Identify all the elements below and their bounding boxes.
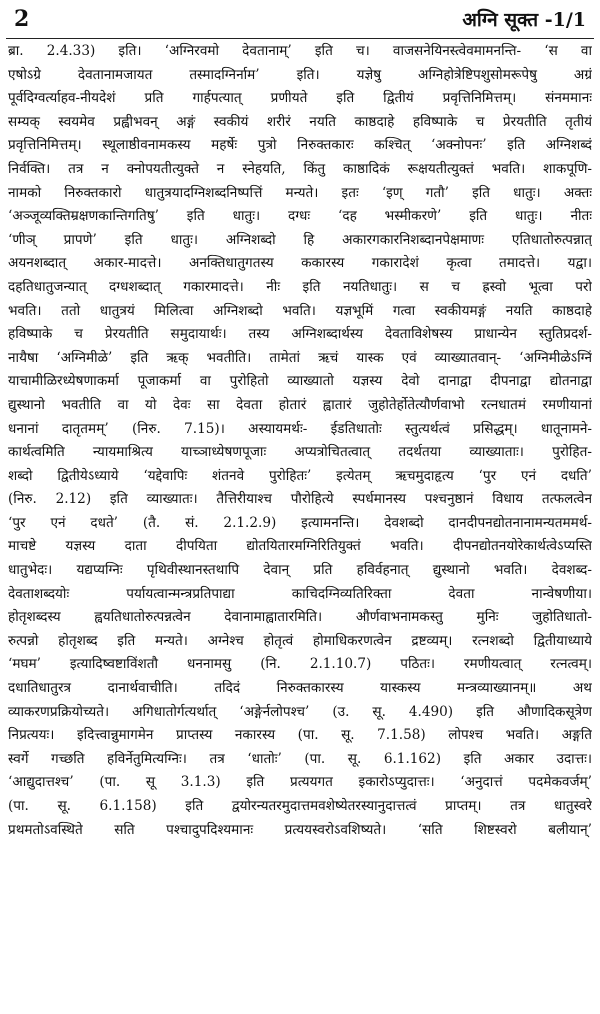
text-line: ‘पुर एनं दधते’ (तै. सं. 2.1.2.9) इत्यामनन्ति। देवशब्दो दानदीपनद्योतनानामन्यतममर्थ- (8, 514, 592, 531)
text-line: प्रथमतोऽवस्थिते सति पश्चादुपदिश्यमानः प्रत्ययस्वरोऽवशिष्यते। ‘सति शिष्टस्वरो बलीयान्’ (8, 821, 592, 838)
text-line: निप्रत्ययः। इदित्त्वान्नुमागमेन प्राप्तस्य नकारस्य (पा. सू. 7.1.58) लोपश्च भवति। अङ्गति (8, 727, 592, 744)
text-line: कार्थत्वमिति न्यायमाश्रित्य याच्ञाध्येषणपूजाः अप्यत्रोचितत्वात् तदर्थतया व्याख्याताः। पुरोहित- (8, 444, 592, 461)
running-head: अग्नि सूक्त -1/1 (462, 9, 586, 31)
text-line: व्याकरणप्रक्रियोच्यते। अगिधातोर्गत्यर्थात् ‘अङ्गेर्नलोपश्च’ (उ. सू. 4.490) इति औणादिकसूत्रेण (8, 703, 592, 720)
text-line: शब्दो द्वितीयेऽध्याये ‘यद्देवापिः शंतनवे पुरोहितः’ इत्येतम् ऋचमुदाहृत्य ‘पुर एनं दधति’ (8, 467, 592, 484)
text-line: हविष्पाके च प्रेरयतीति समुदायार्थः। तस्य अग्निशब्दार्थस्य देवताविशेषस्य प्राधान्येन स्तुतिप्रदर्श- (8, 326, 592, 343)
text-line: दहतिधातुजन्यात् दग्धशब्दात् गकारमादत्ते। नीः इति नयतिधातुः। स च ह्रस्वो भूत्वा परो (8, 278, 592, 295)
text-line: दधातिधातुरत्र दानार्थवाचीति। तदिदं निरुक्तकारस्य यास्कस्य मन्त्रव्याख्यानम्॥ अथ (8, 680, 592, 697)
text-line: प्रवृत्तिनिमित्तम्। स्थूलाष्ठीवनामकस्य महर्षेः पुत्रो निरुक्तकारः कश्चित् ‘अक्नोपनः’ इति अग्निशब्दं (8, 137, 592, 154)
text-line: एषोऽग्रे देवतानामजायत तस्मादग्निर्नाम’ इति। यज्ञेषु अग्निहोत्रेष्टिपशुसोमरूपेषु अग्रं (8, 66, 592, 83)
text-line: धनानां दातृतमम्’ (निरु. 7.15)। अस्यायमर्थः- ईडतिधातोः स्तुत्यर्थत्वं प्रसिद्धम्। धातूनामने- (8, 420, 592, 437)
text-line: पूर्वदिग्वर्त्याहव-नीयदेशं प्रति गार्हपत्यात् प्रणीयते इति द्वितीयं प्रवृत्तिनिमित्तम्। संनममानः (8, 90, 592, 107)
text-line: भवति। ततो धातुत्रयं मिलित्वा अग्निशब्दो भवति। यज्ञभूमिं गत्वा स्वकीयमङ्गं नयति काष्ठदाहे (8, 302, 592, 319)
text-line: याचामीळिरध्येषणाकर्मा पूजाकर्मा वा पुरोहितो व्याख्यातो यज्ञस्य देवो दानाद्वा दीपनाद्वा द्योतनाद्वा (8, 373, 592, 390)
text-line: ‘णीञ् प्रापणे’ इति धातुः। अग्निशब्दो हि अकारगकारनिशब्दानपेक्षमाणः एतिधातोरुत्पन्नात् (8, 231, 592, 248)
text-line: ‘मघम’ इत्यादिष्वष्टाविंशतौ धननामसु (नि. 2.1.10.7) पठितः। रमणीयत्वात् रत्नत्वम्। (8, 656, 592, 673)
text-line: (निरु. 2.12) इति व्याख्यातः। तैत्तिरीयाश्च पौरोहित्ये स्पर्धमानस्य पश्चनुष्ठानं विधाय तत्फलत्वेन (8, 491, 592, 508)
page-number: 2 (14, 6, 30, 32)
text-line: नायैषा ‘अग्निमीळे’ इति ऋक् भवतीति। तामेतां ऋचं यास्क एवं व्याख्यातवान्- ‘अग्निमीळेऽग्निं (8, 349, 592, 366)
text-line: ‘अञ्जूव्यक्तिम्रक्षणकान्तिगतिषु’ इति धातुः। दग्धः ‘दह भस्मीकरणे’ इति धातुः। नीतः (8, 208, 592, 225)
text-line: धातुभेदः। यद्यप्यग्निः पृथिवीस्थानस्तथापि देवान् प्रति हविर्वहनात् द्युस्थानो भवति। देवशब्द- (8, 562, 592, 579)
text-line: माचष्टे यज्ञस्य दाता दीपयिता द्योतयितारमग्निरितियुक्तं भवति। दीपनद्योतनयोरेकार्थत्वेऽप्यस्ति (8, 538, 592, 555)
text-line: होतृशब्दस्य ह्वयतिधातोरुत्पन्नत्वेन देवानामाह्वातारमिति। और्णवाभनामकस्तु मुनिः जुहोतिधातो- (8, 609, 592, 626)
text-line: नामको निरुक्तकारो धातुत्रयादग्निशब्दनिष्पत्तिं मन्यते। इतः ‘इण् गतौ’ इति धातुः। अक्तः (8, 184, 592, 201)
text-line: निर्वक्ति। तत्र न क्नोपयतीत्युक्ते न स्नेहयति, किंतु काष्ठादिकं रूक्षयतीत्युक्तं भवति। शाकपूणि- (8, 160, 592, 177)
text-line: सम्यक् स्वयमेव प्रह्वीभवन् अङ्गं स्वकीयं शरीरं नयति काष्ठदाहे हविष्पाके च प्रेरयतीति तृतीयं (8, 113, 592, 130)
text-line: (पा. सू. 6.1.158) इति द्वयोरन्यतरमुदात्तमवशेष्येतरस्यानुदात्तत्वं प्राप्तम्। तत्र धातुस्वरे (8, 798, 592, 814)
text-line: ‘आद्युदात्तश्च’ (पा. सू 3.1.3) इति प्रत्ययगत इकारोऽप्युदात्तः। ‘अनुदात्तं पदमेकवर्जम्’ (8, 774, 592, 791)
text-line: देवताशब्दयोः पर्यायत्वान्मन्त्रप्रतिपाद्या काचिदग्निव्यतिरिक्ता देवता नान्वेषणीया। (8, 585, 592, 602)
text-line: रुत्पन्नो होतृशब्द इति मन्यते। अग्नेश्च होतृत्वं होमाधिकरणत्वेन द्रष्टव्यम्। रत्नशब्दो द्वितीयाध्याये (8, 632, 592, 649)
header-divider (6, 38, 594, 39)
text-line: स्वर्गे गच्छति हविर्नेतुमित्यग्निः। तत्र ‘धातोः’ (पा. सू. 6.1.162) इति अकार उदात्तः। (8, 750, 592, 767)
text-line: ब्रा. 2.4.33) इति। ‘अग्निरवमो देवतानाम्’ इति च। वाजसनेयिनस्त्वेवमामनन्ति- ‘स वा (8, 43, 592, 59)
body-text (8, 40, 592, 1010)
text-line: द्युस्थानो भवतीति वा यो देवः सा देवता होतारं ह्वातारं जुहोतेर्होतेत्यौर्णवाभो रत्नधातमं रमणीयानां (8, 396, 592, 413)
text-line: अयनशब्दात् अकार-मादत्ते। अनक्तिधातुगतस्य ककारस्य गकारादेशं कृत्वा तमादत्ते। यद्वा। (8, 255, 592, 272)
page-header (0, 0, 600, 36)
